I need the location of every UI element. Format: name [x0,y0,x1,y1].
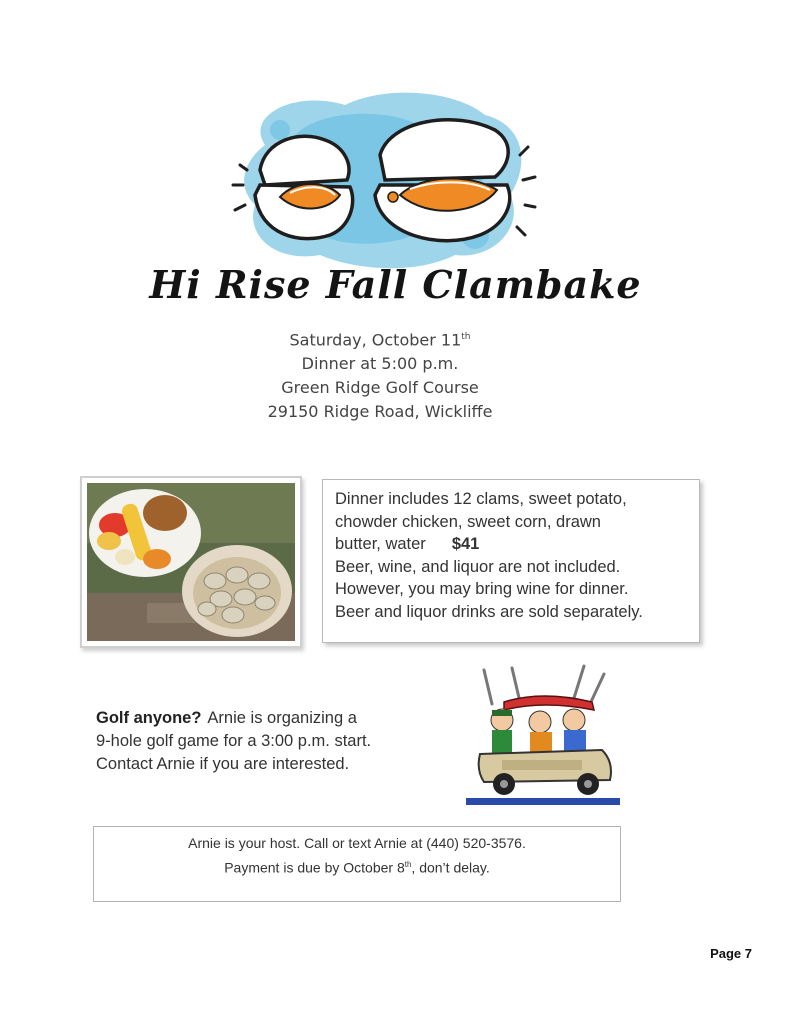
golf-line-1: Golf anyone? Arnie is organizing a [96,709,357,727]
venue-address: 29150 Ridge Road, Wickliffe [267,402,493,422]
golf-lead: Golf anyone? [96,709,202,727]
golf-line-2: 9-hole golf game for a 3:00 p.m. start. [96,732,372,750]
dinner-info-box [322,479,700,643]
event-title: Hi Rise Fall Clambake [149,262,642,307]
clam-illustration [225,85,545,280]
dinner-line-4: Beer, wine, and liquor are not included. [335,557,621,576]
dinner-price: $41 [451,535,480,553]
dinner-line-5: However, you may bring wine for dinner. [335,580,629,598]
left-clam [255,136,353,238]
host-contact: Arnie is your host. Call or text Arnie at (440) 520-3576. [188,835,526,851]
golf-cart-cartoon [462,662,624,810]
event-details [0,325,760,424]
event-date: Saturday, October 11th [289,330,471,350]
host-info-box [93,826,621,902]
payment-due: Payment is due by October 8th, don’t delay. [224,859,490,876]
dinner-line-3: butter, water $41 [335,535,480,553]
dinner-line-6: Beer and liquor drinks are sold separately. [335,602,643,621]
golf-line-3: Contact Arnie if you are interested. [96,755,350,773]
clambake-plate-photo [80,476,302,648]
golf-announcement [96,707,456,776]
venue-name: Green Ridge Golf Course [281,378,479,398]
dinner-line-1: Dinner includes 12 clams, sweet potato, [335,490,627,508]
page-number: Page 7 [710,946,752,961]
dinner-line-2: chowder chicken, sweet corn, drawn [335,512,601,531]
dinner-time: Dinner at 5:00 p.m. [301,354,459,374]
